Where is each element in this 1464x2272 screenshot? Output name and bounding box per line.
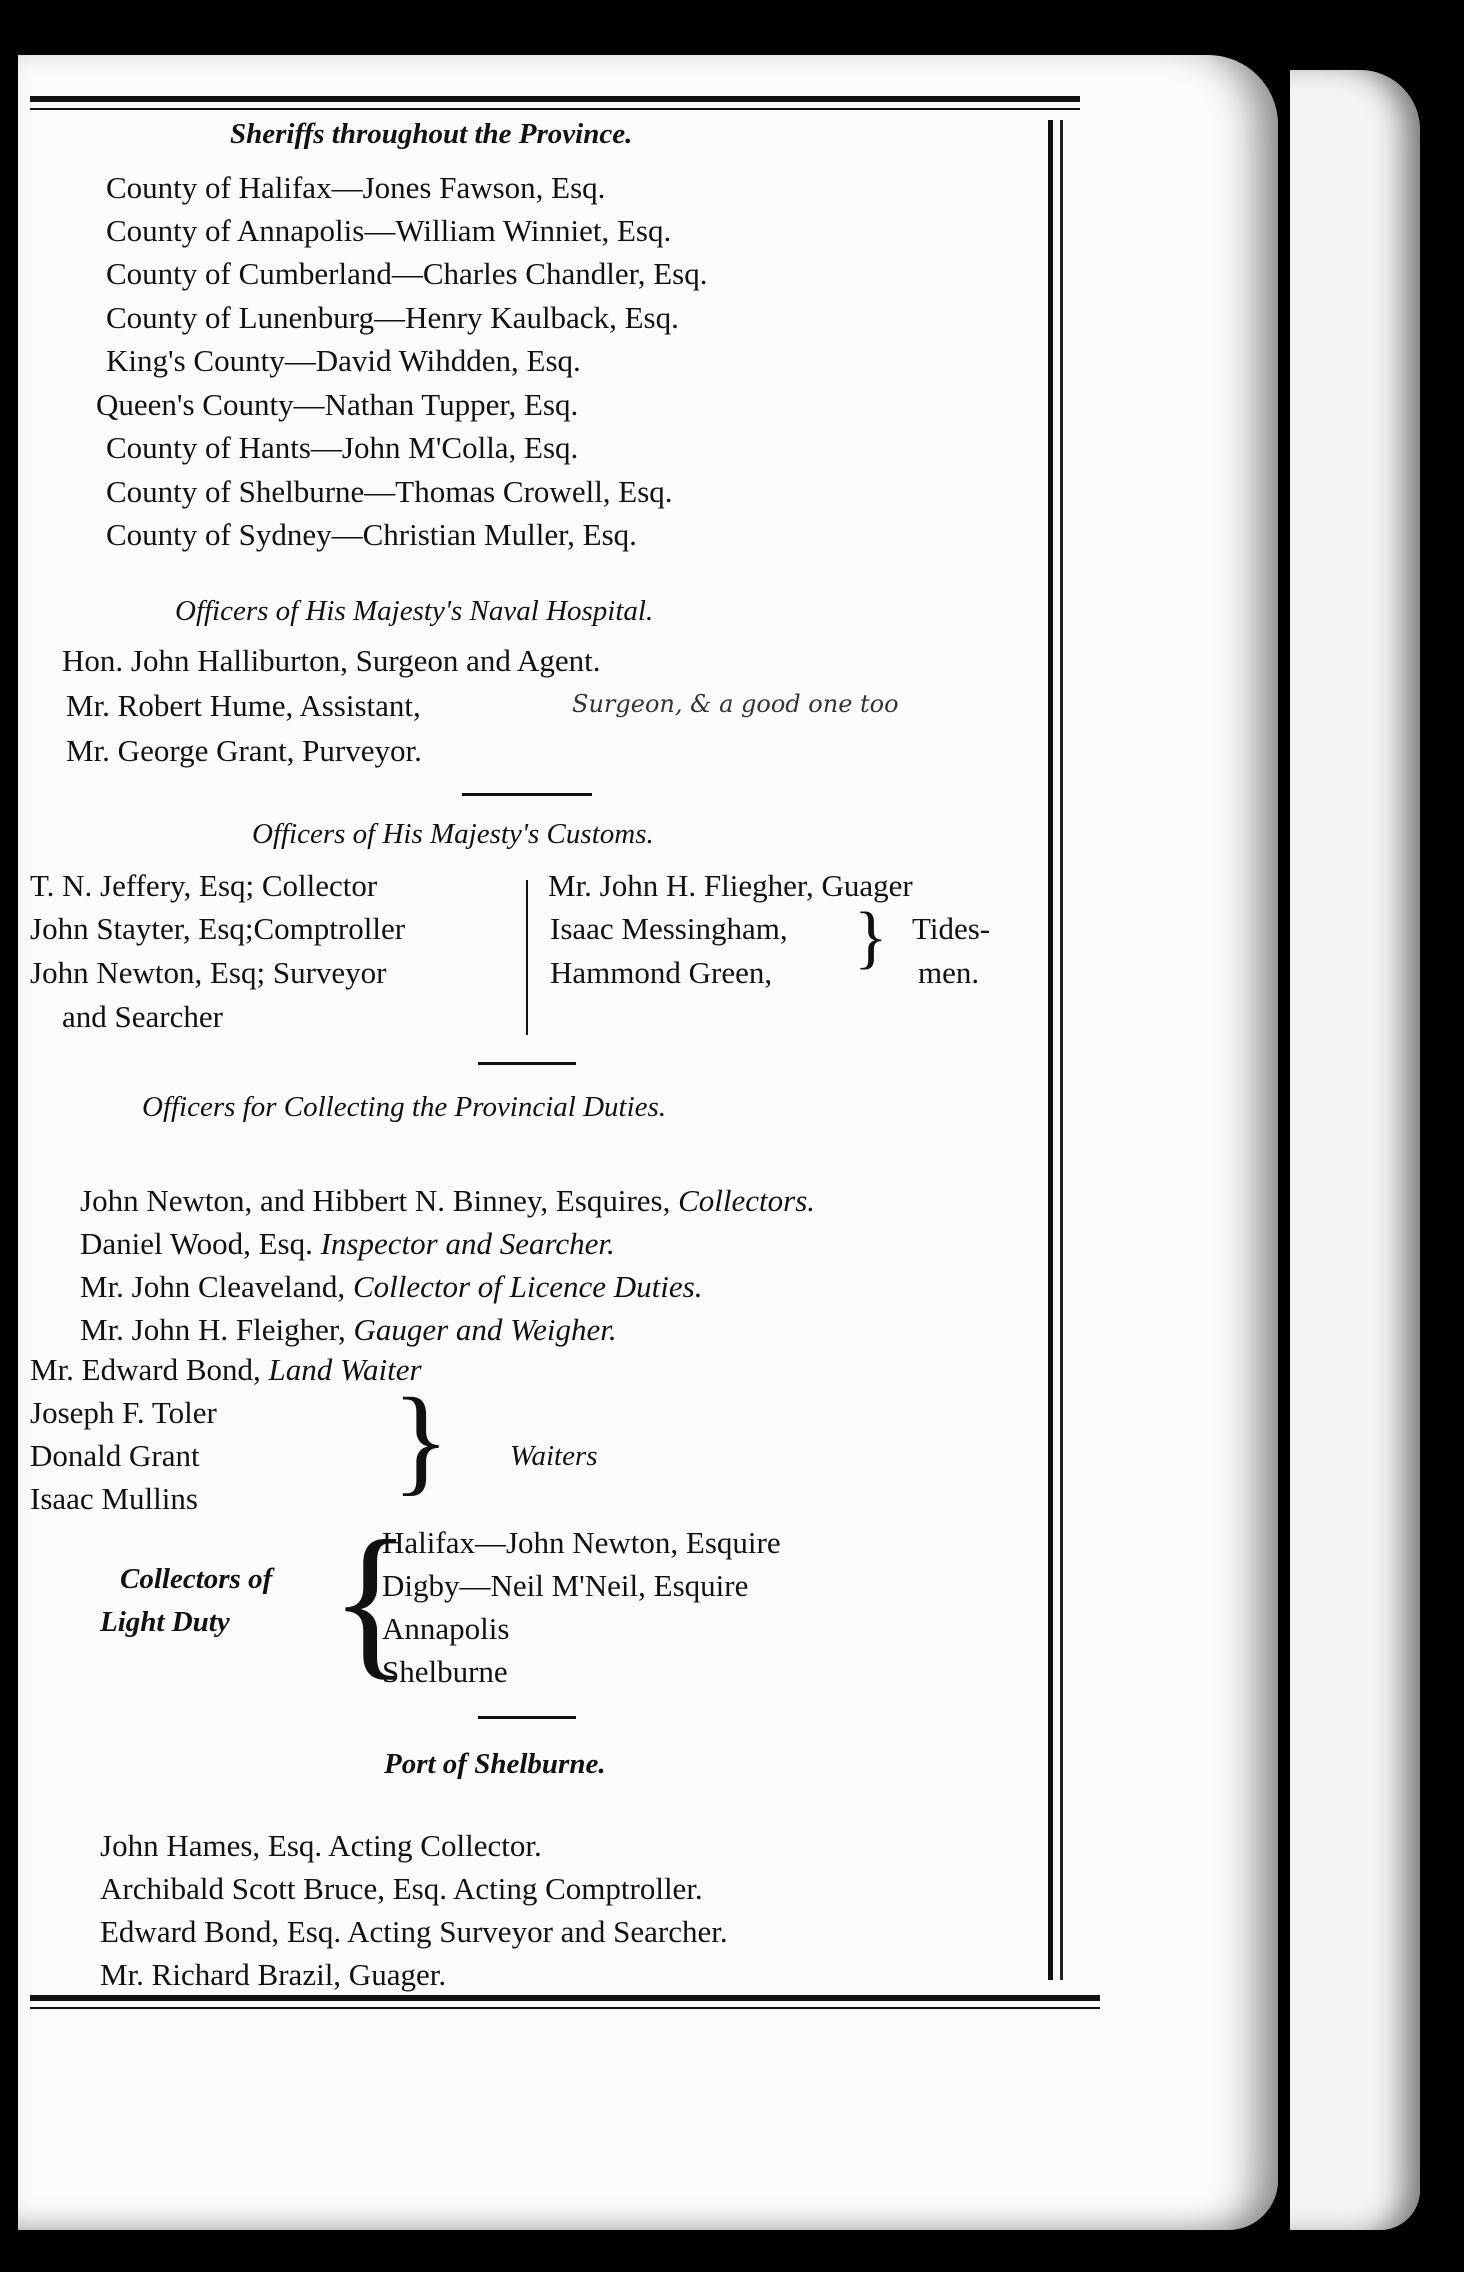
- shelburne-line: Edward Bond, Esq. Acting Surveyor and Searcher.: [100, 1914, 728, 1949]
- customs-right-name: Isaac Messingham,: [550, 911, 788, 946]
- naval-line: Mr. George Grant, Purveyor.: [66, 733, 422, 768]
- customs-left-line: John Stayter, Esq;Comptroller: [30, 911, 406, 946]
- next-page-edge: [1290, 70, 1420, 2230]
- light-duty-line: Shelburne: [382, 1654, 508, 1689]
- section-divider: [462, 793, 592, 796]
- sheriff-line: County of Sydney—Christian Muller, Esq.: [106, 517, 637, 552]
- customs-heading: Officers of His Majesty's Customs.: [252, 818, 654, 850]
- brace: }: [854, 899, 888, 976]
- column-separator: [526, 880, 528, 1035]
- customs-right-top: Mr. John H. Fliegher, Guager: [548, 868, 913, 903]
- top-rule: [30, 96, 1080, 102]
- naval-heading: Officers of His Majesty's Naval Hospital.: [175, 595, 654, 627]
- section-divider: [478, 1716, 576, 1719]
- sheriff-line: County of Halifax—Jones Fawson, Esq.: [106, 170, 606, 205]
- sheriff-line: Queen's County—Nathan Tupper, Esq.: [96, 387, 579, 422]
- customs-right-name: Hammond Green,: [550, 955, 773, 990]
- shelburne-heading: Port of Shelburne.: [384, 1748, 606, 1780]
- provincial-line: Daniel Wood, Esq. Inspector and Searcher.: [80, 1226, 615, 1261]
- sheriff-line: County of Shelburne—Thomas Crowell, Esq.: [106, 474, 673, 509]
- brace: }: [392, 1373, 450, 1506]
- handwritten-annotation: Surgeon, & a good one too: [572, 690, 899, 718]
- customs-right-role: Tides-: [912, 911, 991, 946]
- light-duty-label: Collectors of: [120, 1563, 273, 1595]
- sheriff-line: King's County—David Wihdden, Esq.: [106, 343, 581, 378]
- provincial-line: Mr. Edward Bond, Land Waiter: [30, 1352, 422, 1387]
- bottom-rule-thin: [30, 2007, 1100, 2009]
- section-divider: [478, 1062, 576, 1065]
- light-duty-line: Halifax—John Newton, Esquire: [382, 1525, 781, 1560]
- light-duty-line: Digby—Neil M'Neil, Esquire: [382, 1568, 749, 1603]
- right-border-rule-thin: [1060, 120, 1063, 1980]
- provincial-heading: Officers for Collecting the Provincial Duties.: [142, 1091, 667, 1123]
- sheriff-line: County of Annapolis—William Winniet, Esq.: [106, 213, 672, 248]
- sheriffs-heading: Sheriffs throughout the Province.: [230, 118, 633, 150]
- sheriff-line: County of Hants—John M'Colla, Esq.: [106, 430, 579, 465]
- light-duty-label: Light Duty: [100, 1606, 230, 1638]
- bottom-rule: [30, 1995, 1100, 2001]
- brace: {: [330, 1506, 412, 1694]
- waiter-name: Joseph F. Toler: [30, 1395, 217, 1430]
- shelburne-line: John Hames, Esq. Acting Collector.: [100, 1828, 542, 1863]
- provincial-line: Mr. John H. Fleigher, Gauger and Weigher.: [80, 1312, 617, 1347]
- naval-line: Hon. John Halliburton, Surgeon and Agent.: [62, 643, 601, 678]
- customs-right-role: men.: [918, 955, 980, 990]
- shelburne-line: Mr. Richard Brazil, Guager.: [100, 1957, 447, 1992]
- shelburne-line: Archibald Scott Bruce, Esq. Acting Comptroller.: [100, 1871, 703, 1906]
- naval-line: Mr. Robert Hume, Assistant,: [66, 688, 421, 723]
- waiters-label: Waiters: [510, 1440, 598, 1472]
- sheriff-line: County of Lunenburg—Henry Kaulback, Esq.: [106, 300, 679, 335]
- light-duty-line: Annapolis: [382, 1611, 510, 1646]
- waiter-name: Isaac Mullins: [30, 1481, 198, 1516]
- customs-left-line: and Searcher: [62, 999, 223, 1034]
- right-border-rule: [1048, 120, 1053, 1980]
- provincial-line: John Newton, and Hibbert N. Binney, Esquires, Collectors.: [80, 1183, 816, 1218]
- customs-left-line: John Newton, Esq; Surveyor: [30, 955, 387, 990]
- top-rule-thin: [30, 108, 1080, 110]
- sheriff-line: County of Cumberland—Charles Chandler, Esq.: [106, 256, 708, 291]
- customs-left-line: T. N. Jeffery, Esq; Collector: [30, 868, 378, 903]
- provincial-line: Mr. John Cleaveland, Collector of Licence Duties.: [80, 1269, 703, 1304]
- waiter-name: Donald Grant: [30, 1438, 200, 1473]
